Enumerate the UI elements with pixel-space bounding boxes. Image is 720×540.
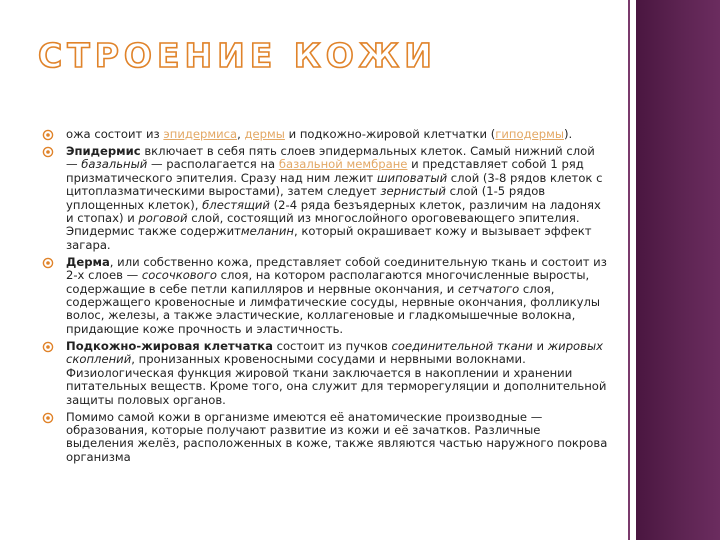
text: , [237, 127, 245, 141]
term-dermis: Дерма [66, 254, 110, 269]
text: слой (1-5 рядов уплощенных клеток), [66, 184, 546, 212]
term-melanin: меланин [240, 224, 294, 239]
sidebar-decoration [636, 0, 720, 540]
slide-title: СТРОЕНИЕ КОЖИ [38, 36, 437, 75]
text: — располагается на [147, 157, 279, 172]
term-lucid: блестящий [202, 197, 270, 212]
term-granular: зернистый [380, 184, 446, 199]
text: , или собственно кожа, представляет собой соединительную ткань и состоит из 2-х слоев — [66, 254, 607, 283]
text: , который окрашивает кожу и вызывает эффект загара. [66, 224, 592, 252]
term-papillary: сосочкового [141, 268, 217, 283]
term-subcutaneous: Подкожно-жировая клетчатка [66, 338, 273, 353]
text: и [532, 338, 548, 353]
text: слоя, на котором располагаются многочисленные выросты, содержащие в себе петли капилляров и нервные окончания, и [66, 268, 590, 296]
text: Помимо самой кожи в организме имеются её анатомические производные — образования, которые получают развитие из кожи и её зачатков. Различные выделения желёз, расположенных в коже, также являются частью наружного покрова организма [66, 409, 608, 464]
ring-bullet-icon [42, 257, 54, 269]
epidermis-link[interactable]: эпидермиса [163, 127, 238, 141]
bullet-skin-structure [40, 128, 608, 141]
bullet-list [40, 128, 608, 468]
term-epidermis: Эпидермис [66, 144, 141, 158]
ring-bullet-icon [42, 412, 54, 424]
term-connective-tissue: соединительной ткани [391, 338, 533, 353]
text: слой, состоящий из многослойного ороговевающего эпителия. Эпидермис также содержит [66, 211, 580, 239]
text: (2-4 ряда безъядерных клеток, различим на ладонях и стопах) и [66, 197, 601, 226]
text: слоя, содержащего кровеносные и лимфатические сосуды, нервные окончания, фолликулы волос, железы, а также эластические, коллагеновые и гладкомышечные волокна, придающие коже прочность и эластичность. [66, 281, 601, 336]
bullet-dermis [40, 256, 608, 336]
term-horny: роговой [138, 211, 188, 226]
ring-bullet-icon [42, 129, 54, 141]
hypodermis-link[interactable]: гиподермы [495, 127, 564, 141]
text: ожа состоит из [66, 127, 164, 141]
text: , пронизанных кровеносными сосудами и нервными волокнами. Физиологическая функция жировой ткани заключается в накоплении и хранении питательных веществ. Кроме того, она служит для терморегуляции и дополнительной защиты половых органов. [66, 352, 607, 407]
basal-membrane-link[interactable]: базальной мембране [278, 157, 408, 172]
term-reticular: сетчатого [457, 281, 520, 296]
bullet-subcutaneous [40, 340, 608, 407]
text: и подкожно-жировой клетчатки ( [284, 127, 496, 141]
term-spinous: шиповатый [376, 170, 448, 185]
text: слой (3-8 рядов клеток с цитоплазматическими выростами), затем следует [66, 170, 603, 199]
sidebar-divider [628, 0, 630, 540]
text: и представляет собой 1 ряд призматического эпителия. Сразу над ним лежит [66, 157, 584, 185]
bullet-derivatives [40, 411, 608, 465]
ring-bullet-icon [42, 341, 54, 353]
term-fat-deposits: жировых скоплений [66, 338, 603, 367]
dermis-link[interactable]: дермы [244, 127, 285, 141]
ring-bullet-icon [42, 146, 54, 158]
term-basal: базальный [81, 157, 148, 172]
text: состоит из пучков [272, 338, 392, 353]
bullet-epidermis [40, 145, 608, 252]
text: включает в себя пять слоев эпидермальных клеток. Самый нижний слой — [66, 144, 595, 172]
text: ). [563, 127, 573, 141]
